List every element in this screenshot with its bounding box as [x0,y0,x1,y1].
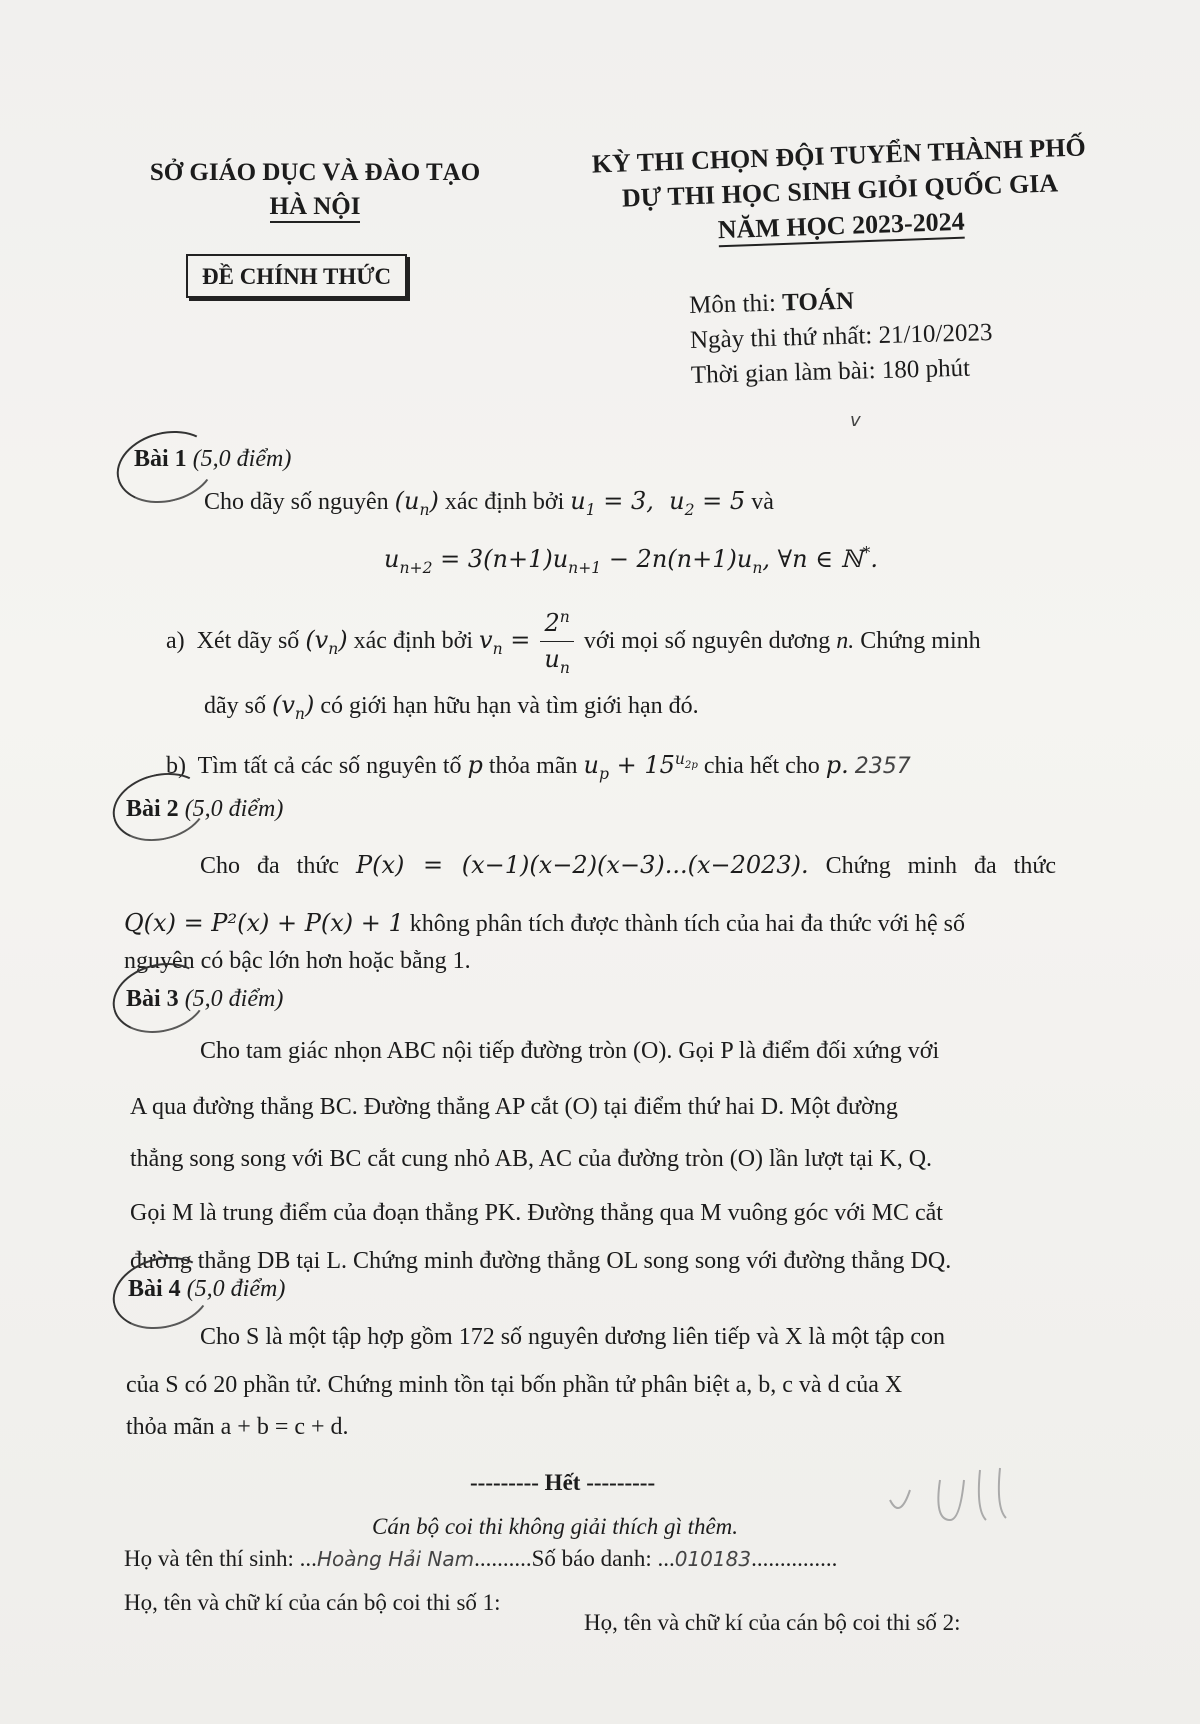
p1-title: Bài 1 [134,446,187,472]
exam-info [689,280,994,393]
proctor-1-line: Họ, tên và chữ kí của cán bộ coi thi số 1: [124,1590,501,1615]
p2-points: (5,0 điểm) [184,796,284,822]
p2-title: Bài 2 [126,796,179,822]
p3-line1: Cho tam giác nhọn ABC nội tiếp đường tròn (O). Gọi P là điểm đối xứng với [200,1038,940,1064]
exam-title-2: DỰ THI HỌC SINH GIỎI QUỐC GIA [621,168,1059,213]
subject-label: Môn thi: [688,289,783,319]
p3-heading [126,982,283,1017]
candidate-name-label: Họ và tên thí sinh: ... [124,1546,317,1571]
p1-recurrence: $u_{n+2} = 3(n+1)u_{n+1} - 2n(n+1)u_n$, ∀n ∈ ℕ*. [384,544,878,577]
p3-line2: A qua đường thẳng BC. Đường thẳng AP cắt (O) tại điểm thứ hai D. Một đường [130,1094,898,1120]
p2-line2: Q(x) = P²(x) + P(x) + 1 không phân tích được thành tích của hai đa thức với hệ số [124,909,966,937]
candidate-id-label: Số báo danh: ... [531,1546,675,1571]
p4-line1: Cho S là một tập hợp gồm 172 số nguyên dương liên tiếp và X là một tập con [200,1324,945,1350]
margin-mark: v [850,410,861,431]
p1-handwritten-note: 2357 [854,754,911,779]
exam-duration: Thời gian làm bài: 180 phút [690,354,971,389]
exam-date: Ngày thi thứ nhất: 21/10/2023 [689,319,993,354]
end-marker: --------- Hết --------- [470,1470,656,1495]
end-note: Cán bộ coi thi không giải thích gì thêm. [372,1514,739,1539]
p3-line3: thẳng song song với BC cắt cung nhỏ AB, AC của đường tròn (O) lần lượt tại K, Q. [130,1146,933,1172]
official-label: ĐỀ CHÍNH THỨC [202,264,392,289]
header-right [558,128,1121,253]
p2-line1: Cho đa thức P(x) = (x−1)(x−2)(x−3)...(x−2023). Chứng minh đa thức [200,851,1056,879]
p4-line2: của S có 20 phần tử. Chứng minh tồn tại bốn phần tử phân biệt a, b, c và d của X [126,1372,903,1398]
p1-points: (5,0 điểm) [192,446,292,472]
candidate-id-value: 010183 [674,1547,752,1571]
p1-part-a: a) Xét dãy số $(v_n)$ xác định bởi $v_n$ = $\frac{2^n}{u_n}$ với mọi số nguyên dương n. Chứng minh [166,608,981,677]
scribble-mark [880,1460,1030,1530]
p3-points: (5,0 điểm) [184,986,284,1012]
p1-part-b: b) Tìm tất cả các số nguyên tố p thỏa mãn $u_p + 15^{u_{2p}}$ chia hết cho p. 2357 [166,750,911,783]
p4-heading [128,1272,285,1307]
candidate-line: Họ và tên thí sinh: ...Hoàng Hải Nam..........Số báo danh: ...010183............... [124,1546,838,1571]
subject-value: TOÁN [781,287,855,317]
p3-line5: đường thẳng DB tại L. Chứng minh đường thẳng OL song song với đường thẳng DQ. [130,1248,952,1274]
p2-heading [126,792,283,827]
p1-part-a-line2: dãy số $(v_n)$ có giới hạn hữu hạn và tìm giới hạn đó. [204,691,699,723]
header-left [120,156,510,224]
candidate-name-value: Hoàng Hải Nam [316,1547,475,1571]
p3-title: Bài 3 [126,986,179,1012]
p1-heading [134,442,291,477]
exam-title-1: KỲ THI CHỌN ĐỘI TUYỂN THÀNH PHỐ [591,132,1087,179]
p4-line3: thỏa mãn a + b = c + d. [126,1414,349,1440]
p4-points: (5,0 điểm) [186,1276,286,1302]
department-name: SỞ GIÁO DỤC VÀ ĐÀO TẠO [149,159,481,186]
school-year: NĂM HỌC 2023-2024 [717,207,965,248]
p3-line4: Gọi M là trung điểm của đoạn thẳng PK. Đường thẳng qua M vuông góc với MC cắt [130,1200,943,1226]
p2-line3: nguyên có bậc lớn hơn hoặc bằng 1. [124,948,471,974]
city-name: HÀ NỘI [270,193,361,223]
official-label-box [186,254,407,298]
proctor-2-line: Họ, tên và chữ kí của cán bộ coi thi số 2: [584,1610,961,1635]
p1-intro: Cho dãy số nguyên $(u_n)$ xác định bởi $u_1 = 3$, $u_2 = 5$ và [204,487,774,519]
p4-title: Bài 4 [128,1276,181,1302]
